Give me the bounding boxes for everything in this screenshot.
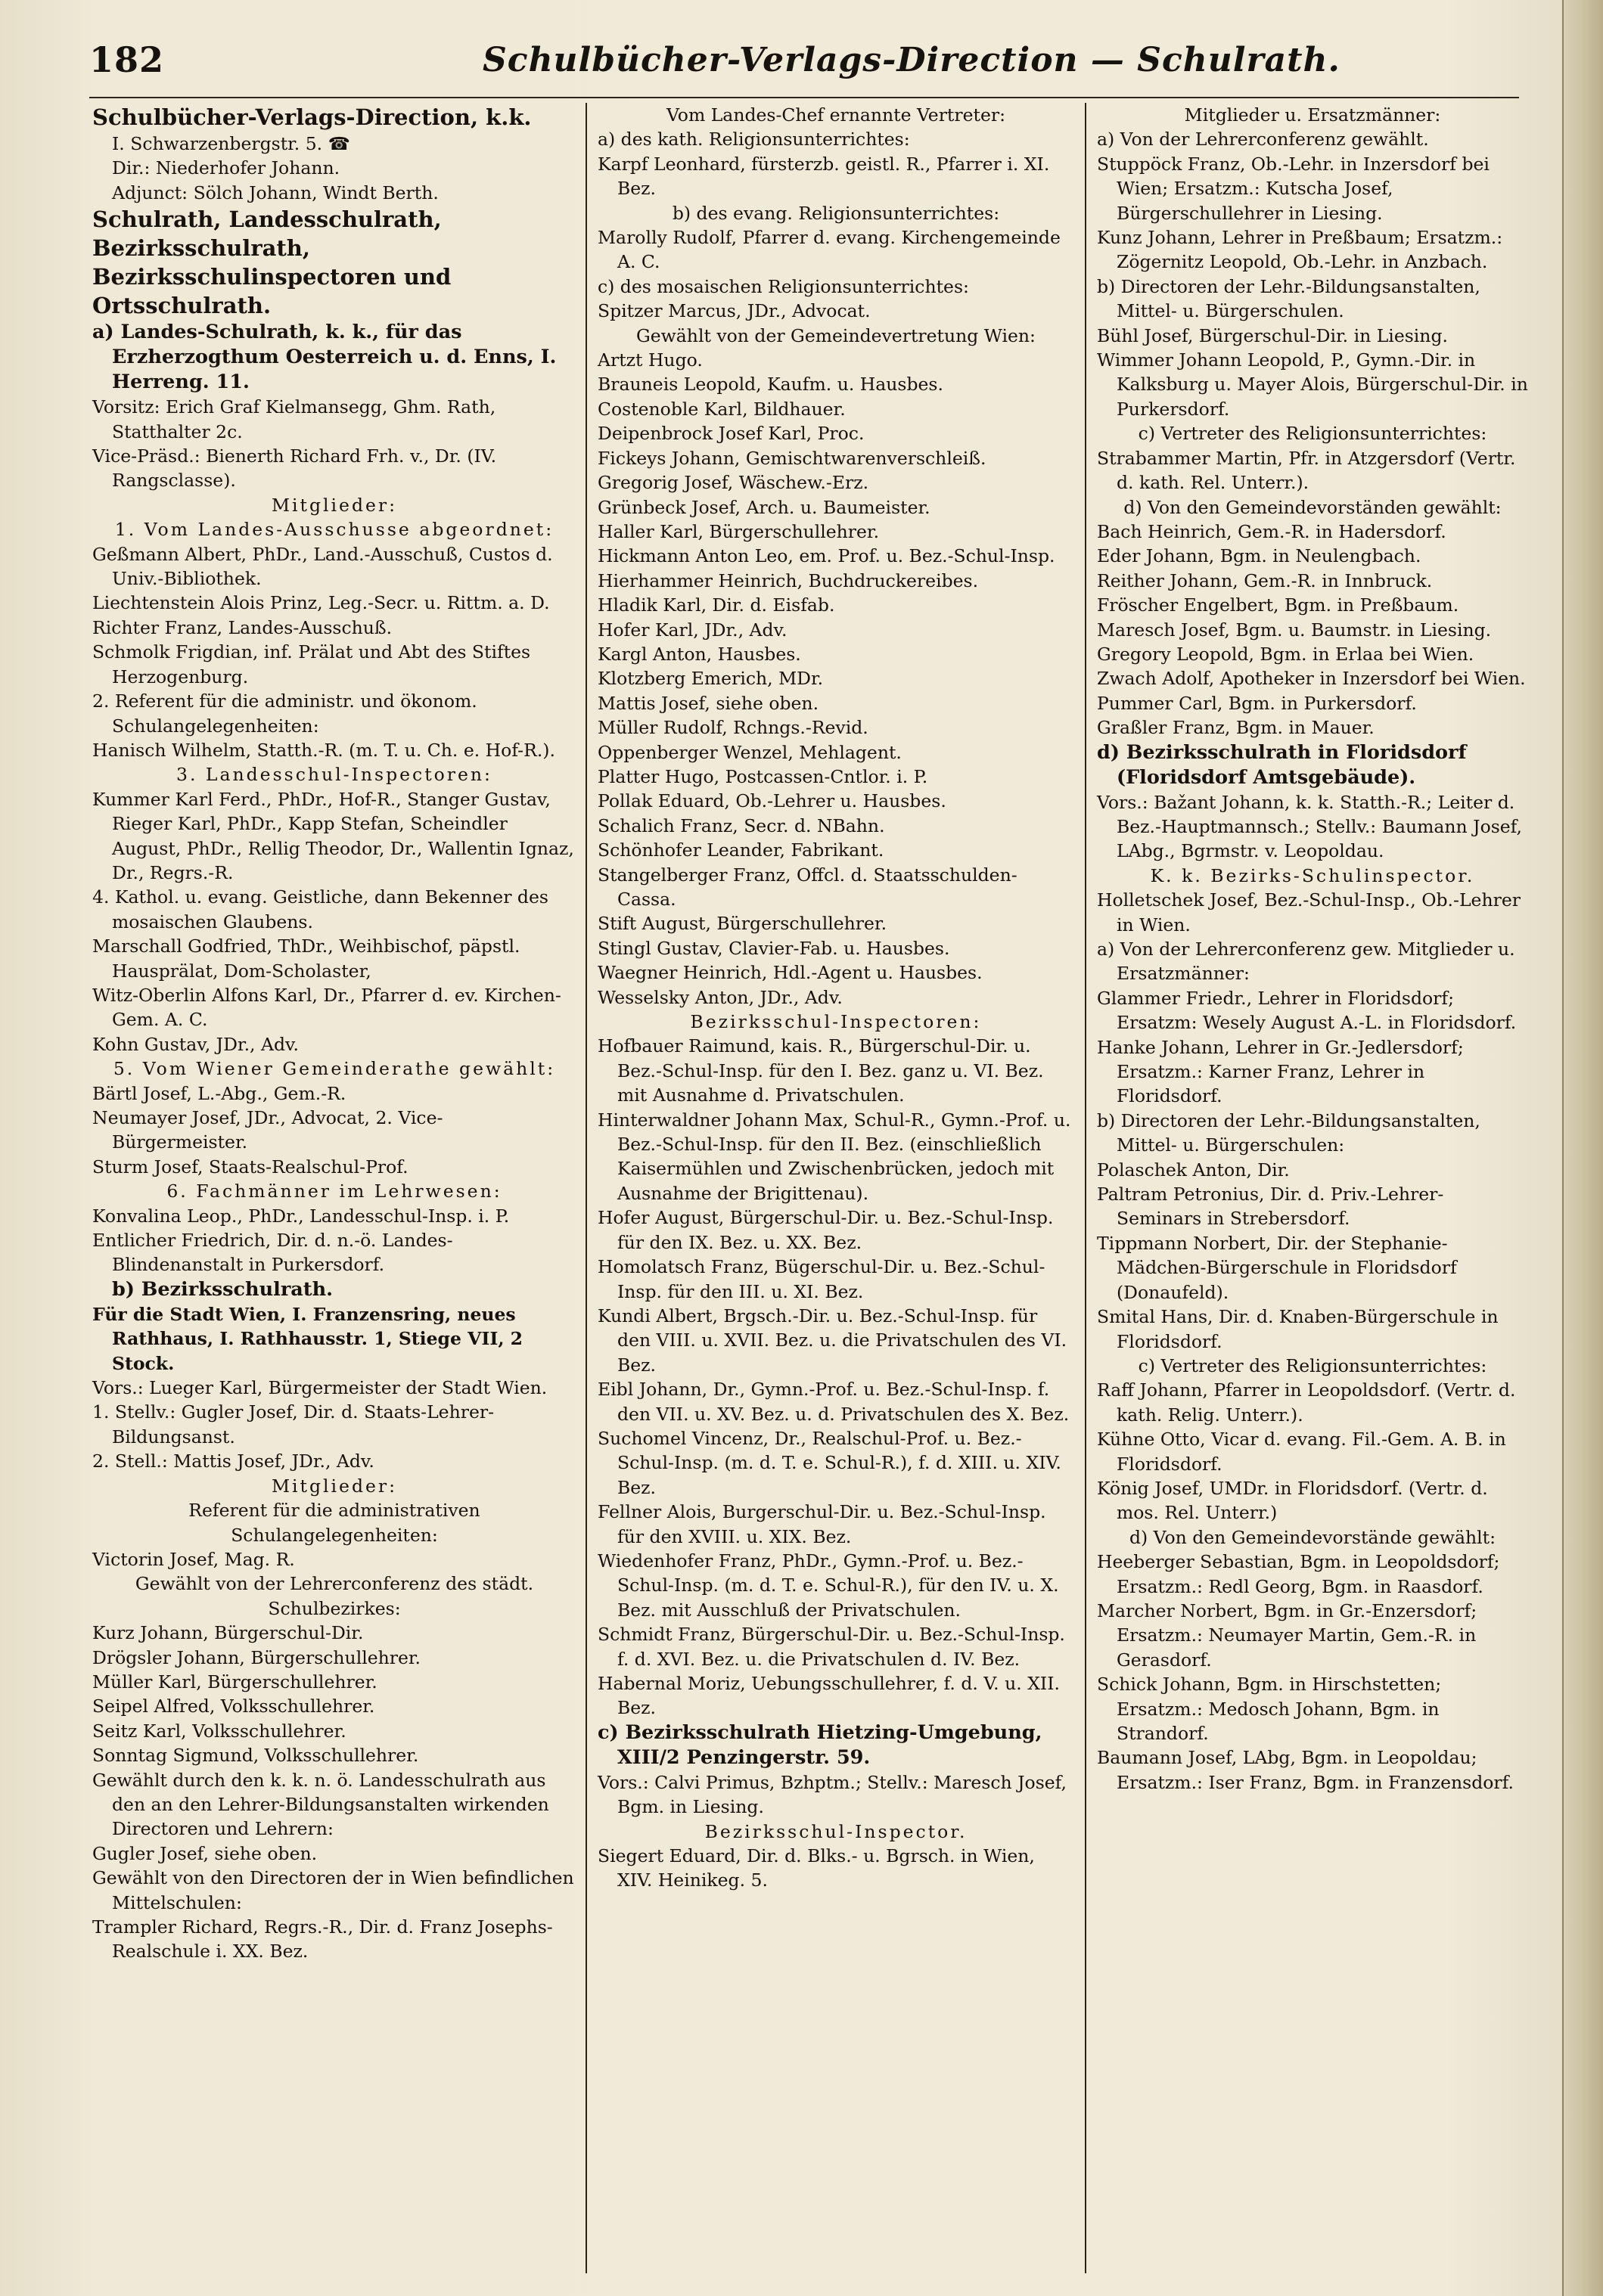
entry-line: Fröscher Engelbert, Bgm. in Preßbaum.: [1097, 594, 1459, 616]
entry-line: Stingl Gustav, Clavier-Fab. u. Hausbes.: [598, 937, 950, 959]
entry-line: Sturm Josef, Staats-Realschul-Prof.: [92, 1156, 409, 1177]
entry-line: Hofer August, Bürgerschul-Dir. u. Bez.-Schul-Insp. für den IX. Bez. u. XX. Bez.: [598, 1207, 1059, 1253]
entry-line: Mitglieder:: [271, 494, 398, 516]
entry-line: Schulrath, Landesschulrath, Bezirksschulrath, Bezirksschulinspectoren und Ortsschulrath.: [92, 206, 459, 319]
entry-line: Baumann Josef, LAbg, Bgm. in Leopoldau; Ersatzm.: Iser Franz, Bgm. in Franzensdorf.: [1097, 1747, 1514, 1793]
entry-line: Konvalina Leop., PhDr., Landesschul-Insp. i. P.: [92, 1205, 510, 1227]
entry-line: Platter Hugo, Postcassen-Cntlor. i. P.: [598, 765, 928, 787]
entry-line: Wiedenhofer Franz, PhDr., Gymn.-Prof. u. Bez.-Schul-Insp. (m. d. T. e. Schul-R.), für den IV. u. X. Bez. mit Ausschluß der Privatschulen.: [598, 1550, 1065, 1621]
entry-line: Grünbeck Josef, Arch. u. Baumeister.: [598, 496, 930, 518]
entry-line: 2. Stell.: Mattis Josef, JDr., Adv.: [92, 1451, 374, 1472]
running-header: [89, 39, 1340, 92]
entry-line: Mattis Josef, siehe oben.: [598, 692, 819, 714]
entry-line: Homolatsch Franz, Bügerschul-Dir. u. Bez.-Schul-Insp. für den III. u. XI. Bez.: [598, 1256, 1045, 1302]
entry-line: Eder Johann, Bgm. in Neulengbach.: [1097, 545, 1421, 567]
entry-line: I. Schwarzenbergstr. 5. ☎: [112, 133, 350, 154]
entry-line: 3. Landesschul-Inspectoren:: [176, 764, 492, 786]
entry-line: Wimmer Johann Leopold, P., Gymn.-Dir. in Kalksburg u. Mayer Alois, Bürgerschul-Dir. in Purkersdorf.: [1097, 349, 1534, 420]
entry-line: Graßler Franz, Bgm. in Mauer.: [1097, 717, 1375, 739]
entry-line: Hofer Karl, JDr., Adv.: [598, 619, 788, 641]
entry-line: b) Directoren der Lehr.-Bildungsanstalten, Mittel- u. Bürgerschulen:: [1097, 1109, 1487, 1156]
entry-line: Hanisch Wilhelm, Statth.-R. (m. T. u. Ch. e. Hof-R.).: [92, 739, 555, 761]
entry-line: 1. Vom Landes-Ausschusse abgeordnet:: [114, 519, 555, 541]
entry-line: a) des kath. Religionsunterrichtes:: [598, 129, 910, 150]
entry-line: Spitzer Marcus, JDr., Advocat.: [598, 300, 871, 322]
entry-line: Seitz Karl, Volksschullehrer.: [92, 1720, 346, 1742]
entry-line: c) Vertreter des Religionsunterrichtes:: [1138, 423, 1487, 445]
entry-line: Geßmann Albert, PhDr., Land.-Ausschuß, Custos d. Univ.-Bibliothek.: [92, 543, 559, 590]
entry-line: a) Von der Lehrerconferenz gew. Mitglieder u. Ersatzmänner:: [1097, 939, 1521, 985]
entry-line: Siegert Eduard, Dir. d. Blks.- u. Bgrsch. in Wien, XIV. Heinikeg. 5.: [598, 1845, 1041, 1891]
entry-line: Kühne Otto, Vicar d. evang. Fil.-Gem. A. B. in Floridsdorf.: [1097, 1429, 1512, 1475]
entry-line: Holletschek Josef, Bez.-Schul-Insp., Ob.-Lehrer in Wien.: [1097, 889, 1527, 935]
column-left: [92, 103, 580, 2266]
entry-line: Schmidt Franz, Bürgerschul-Dir. u. Bez.-Schul-Insp. f. d. XVI. Bez. u. die Privatschulen d. IV. Bez.: [598, 1624, 1071, 1670]
entry-line: Gregorig Josef, Wäschew.-Erz.: [598, 472, 869, 494]
entry-line: Bühl Josef, Bürgerschul-Dir. in Liesing.: [1097, 324, 1448, 346]
entry-line: Strabammer Martin, Pfr. in Atzgersdorf (Vertr. d. kath. Rel. Unterr.).: [1097, 447, 1521, 494]
entry-line: Kurz Johann, Bürgerschul-Dir.: [92, 1622, 364, 1644]
entry-line: Sonntag Sigmund, Volksschullehrer.: [92, 1745, 419, 1767]
entry-line: Hickmann Anton Leo, em. Prof. u. Bez.-Schul-Insp.: [598, 545, 1055, 567]
entry-line: Schmolk Frigdian, inf. Prälat und Abt des Stiftes Herzogenburg.: [92, 641, 536, 687]
entry-line: K. k. Bezirks-Schulinspector.: [1150, 864, 1475, 886]
entry-line: Gewählt von den Directoren der in Wien befindlichen Mittelschulen:: [92, 1867, 580, 1913]
entry-line: Hofbauer Raimund, kais. R., Bürgerschul-Dir. u. Bez.-Schul-Insp. für den I. Bez. ganz u. VI. Bez. mit Ausnahme d. Privatschulen.: [598, 1035, 1050, 1106]
entry-line: c) Vertreter des Religionsunterrichtes:: [1138, 1354, 1487, 1376]
entry-line: b) Directoren der Lehr.-Bildungsanstalten, Mittel- u. Bürgerschulen.: [1097, 275, 1487, 322]
entry-line: Polaschek Anton, Dir.: [1097, 1159, 1290, 1181]
column-right: [1097, 103, 1534, 2266]
entry-line: Victorin Josef, Mag. R.: [92, 1548, 295, 1570]
entry-line: d) Von den Gemeindevorständen gewählt:: [1123, 496, 1502, 518]
entry-line: Fellner Alois, Burgerschul-Dir. u. Bez.-Schul-Insp. für den XVIII. u. XIX. Bez.: [598, 1501, 1052, 1547]
entry-line: Vorsitz: Erich Graf Kielmansegg, Ghm. Rath, Statthalter 2c.: [92, 396, 502, 442]
entry-line: 5. Vom Wiener Gemeinderathe gewählt:: [113, 1058, 556, 1080]
page-number: 182: [89, 39, 165, 80]
entry-line: Maresch Josef, Bgm. u. Baumstr. in Liesing.: [1097, 619, 1492, 641]
entry-line: 2. Referent für die administr. und ökonom. Schulangelegenheiten:: [92, 690, 483, 737]
entry-line: Vors.: Calvi Primus, Bzhptm.; Stellv.: Maresch Josef, Bgm. in Liesing.: [598, 1771, 1073, 1818]
entry-line: Hanke Johann, Lehrer in Gr.-Jedlersdorf; Ersatzm.: Karner Franz, Lehrer in Floridsdorf.: [1097, 1036, 1470, 1107]
entry-line: Stangelberger Franz, Offcl. d. Staatsschulden-Cassa.: [598, 864, 1017, 910]
entry-line: a) Von der Lehrerconferenz gewählt.: [1097, 129, 1429, 150]
entry-line: 4. Kathol. u. evang. Geistliche, dann Bekenner des mosaischen Glaubens.: [92, 886, 555, 932]
entry-line: Schönhofer Leander, Fabrikant.: [598, 839, 884, 861]
header-rule: [89, 97, 1519, 98]
entry-line: Vice-Präsd.: Bienerth Richard Frh. v., Dr. (IV. Rangsclasse).: [92, 445, 502, 492]
entry-line: Bezirksschul-Inspectoren:: [690, 1011, 982, 1033]
entry-line: Hierhammer Heinrich, Buchdruckereibes.: [598, 569, 979, 591]
entry-line: Liechtenstein Alois Prinz, Leg.-Secr. u. Rittm. a. D.: [92, 592, 550, 614]
entry-line: Kundi Albert, Brgsch.-Dir. u. Bez.-Schul-Insp. für den VIII. u. XVII. Bez. u. die Privatschulen des VI. Bez.: [598, 1305, 1073, 1376]
entry-line: Eibl Johann, Dr., Gymn.-Prof. u. Bez.-Schul-Insp. f. den VII. u. XV. Bez. u. d. Privatschulen des X. Bez.: [598, 1379, 1070, 1425]
entry-line: Bärtl Josef, L.-Abg., Gem.-R.: [92, 1082, 346, 1104]
entry-line: Müller Rudolf, Rchngs.-Revid.: [598, 717, 868, 739]
entry-line: König Josef, UMDr. in Floridsdorf. (Vertr. d. mos. Rel. Unterr.): [1097, 1477, 1494, 1524]
entry-line: Waegner Heinrich, Hdl.-Agent u. Hausbes.: [598, 962, 983, 984]
entry-line: Mitglieder u. Ersatzmänner:: [1184, 104, 1441, 126]
column-divider: [586, 103, 587, 2273]
entry-line: c) Bezirksschulrath Hietzing-Umgebung, XIII/2 Penzingerstr. 59.: [598, 1720, 1049, 1769]
entry-line: Karpf Leonhard, fürsterzb. geistl. R., Pfarrer i. XI. Bez.: [598, 153, 1055, 200]
entry-line: Müller Karl, Bürgerschullehrer.: [92, 1671, 377, 1693]
entry-line: Costenoble Karl, Bildhauer.: [598, 398, 846, 420]
entry-line: Seipel Alfred, Volksschullehrer.: [92, 1696, 375, 1717]
entry-line: a) Landes-Schulrath, k. k., für das Erzherzogthum Oesterreich u. d. Enns, I. Herreng. 11.: [92, 321, 564, 394]
entry-line: Vors.: Lueger Karl, Bürgermeister der Stadt Wien.: [92, 1377, 548, 1399]
entry-line: Wesselsky Anton, JDr., Adv.: [598, 986, 843, 1008]
entry-line: Gewählt von der Gemeindevertretung Wien:: [636, 324, 1036, 346]
entry-line: Pummer Carl, Bgm. in Purkersdorf.: [1097, 692, 1417, 714]
entry-line: Für die Stadt Wien, I. Franzensring, neues Rathhaus, I. Rathhausstr. 1, Stiege VII, 2 Stock.: [92, 1303, 530, 1374]
entry-line: Deipenbrock Josef Karl, Proc.: [598, 423, 865, 445]
entry-line: Bezirksschul-Inspector.: [704, 1820, 968, 1842]
entry-line: Marolly Rudolf, Pfarrer d. evang. Kirchengemeinde A. C.: [598, 227, 1067, 273]
entry-line: Dir.: Niederhofer Johann.: [112, 157, 340, 179]
entry-line: d) Von den Gemeindevorstände gewählt:: [1129, 1526, 1496, 1548]
entry-line: Adjunct: Sölch Johann, Windt Berth.: [112, 182, 439, 203]
entry-line: Neumayer Josef, JDr., Advocat, 2. Vice-Bürgermeister.: [92, 1107, 443, 1153]
entry-line: Smital Hans, Dir. d. Knaben-Bürgerschule in Floridsdorf.: [1097, 1306, 1504, 1352]
entry-line: Hladik Karl, Dir. d. Eisfab.: [598, 594, 835, 616]
column-divider: [1085, 103, 1086, 2273]
entry-line: 6. Fachmänner im Lehrwesen:: [166, 1181, 502, 1202]
entry-line: Kunz Johann, Lehrer in Preßbaum; Ersatzm.: Zögernitz Leopold, Ob.-Lehr. in Anzbach.: [1097, 227, 1508, 273]
entry-line: Vors.: Bažant Johann, k. k. Statth.-R.; Leiter d. Bez.-Hauptmannsch.; Stellv.: Baumann Josef, LAbg., Bgrmstr. v. Leopoldau.: [1097, 791, 1528, 862]
entry-line: Gewählt durch den k. k. n. ö. Landesschulrath aus den an den Lehrer-Bildungsanstalten wirkenden Directoren und Lehrern:: [92, 1769, 555, 1840]
column-middle: [598, 103, 1074, 2266]
entry-line: Hinterwaldner Johann Max, Schul-R., Gymn.-Prof. u. Bez.-Schul-Insp. für den II. Bez. (einschließlich Kaisermühlen und Zwischenbrücken, jedoch mit Ausnahme der Brigittenau).: [598, 1109, 1076, 1204]
entry-line: d) Bezirksschulrath in Floridsdorf (Floridsdorf Amtsgebäude).: [1097, 740, 1474, 789]
entry-line: b) Bezirksschulrath.: [112, 1277, 333, 1301]
entry-line: Marschall Godfried, ThDr., Weihbischof, päpstl. Hausprälat, Dom-Scholaster,: [92, 935, 526, 982]
entry-line: Zwach Adolf, Apotheker in Inzersdorf bei Wien.: [1097, 668, 1526, 690]
entry-line: Paltram Petronius, Dir. d. Priv.-Lehrer-Seminars in Strebersdorf.: [1097, 1184, 1444, 1230]
entry-line: Gewählt von der Lehrerconferenz des städt. Schulbezirkes:: [135, 1573, 539, 1619]
entry-line: Mitglieder:: [271, 1475, 398, 1497]
entry-line: Kohn Gustav, JDr., Adv.: [92, 1033, 299, 1055]
entry-line: Marcher Norbert, Bgm. in Gr.-Enzersdorf; Ersatzm.: Neumayer Martin, Gem.-R. in Gerasdorf.: [1097, 1599, 1483, 1671]
running-title: Schulbücher-Verlags-Direction — Schulrath.: [483, 41, 1340, 79]
entry-line: Vom Landes-Chef ernannte Vertreter:: [666, 104, 1006, 126]
entry-line: Referent für die administrativen Schulangelegenheiten:: [188, 1500, 486, 1546]
entry-line: Kargl Anton, Hausbes.: [598, 643, 801, 665]
entry-line: Schulbücher-Verlags-Direction, k.k.: [92, 104, 532, 130]
entry-line: Haller Karl, Bürgerschullehrer.: [598, 520, 880, 542]
entry-line: Habernal Moriz, Uebungsschullehrer, f. d. V. u. XII. Bez.: [598, 1673, 1066, 1719]
entry-line: Fickeys Johann, Gemischtwarenverschleiß.: [598, 447, 986, 469]
entry-line: Stuppöck Franz, Ob.-Lehr. in Inzersdorf bei Wien; Ersatzm.: Kutscha Josef, Bürgerschullehrer in Liesing.: [1097, 153, 1496, 224]
entry-line: Glammer Friedr., Lehrer in Floridsdorf; Ersatzm: Wesely August A.-L. in Floridsdorf.: [1097, 987, 1517, 1034]
entry-line: c) des mosaischen Religionsunterrichtes:: [598, 275, 969, 297]
entry-line: Schalich Franz, Secr. d. NBahn.: [598, 814, 885, 836]
page-edge: [1562, 0, 1603, 2296]
entry-line: Schick Johann, Bgm. in Hirschstetten; Ersatzm.: Medosch Johann, Bgm. in Strandorf.: [1097, 1674, 1447, 1744]
entry-line: Trampler Richard, Regrs.-R., Dir. d. Franz Josephs-Realschule i. XX. Bez.: [92, 1916, 553, 1962]
entry-line: 1. Stellv.: Gugler Josef, Dir. d. Staats-Lehrer-Bildungsanst.: [92, 1401, 495, 1447]
entry-line: Entlicher Friedrich, Dir. d. n.-ö. Landes-Blindenanstalt in Purkersdorf.: [92, 1230, 453, 1276]
entry-line: Tippmann Norbert, Dir. der Stephanie-Mädchen-Bürgerschule in Floridsdorf (Donaufeld).: [1097, 1232, 1463, 1303]
entry-line: Gugler Josef, siehe oben.: [92, 1842, 318, 1864]
entry-line: Brauneis Leopold, Kaufm. u. Hausbes.: [598, 374, 943, 396]
entry-line: Kummer Karl Ferd., PhDr., Hof-R., Stanger Gustav, Rieger Karl, PhDr., Kapp Stefan, Scheindler August, PhDr., Rellig Theodor, Dr., Wallentin Ignaz, Dr., Regrs.-R.: [92, 788, 580, 883]
entry-line: Oppenberger Wenzel, Mehlagent.: [598, 741, 902, 763]
entry-line: Witz-Oberlin Alfons Karl, Dr., Pfarrer d. ev. Kirchen-Gem. A. C.: [92, 984, 561, 1031]
entry-line: Bach Heinrich, Gem.-R. in Hadersdorf.: [1097, 520, 1446, 542]
entry-line: Drögsler Johann, Bürgerschullehrer.: [92, 1646, 421, 1668]
entry-line: Pollak Eduard, Ob.-Lehrer u. Hausbes.: [598, 790, 946, 812]
entry-line: Reither Johann, Gem.-R. in Innbruck.: [1097, 569, 1433, 591]
entry-line: Raff Johann, Pfarrer in Leopoldsdorf. (Vertr. d. kath. Relig. Unterr.).: [1097, 1379, 1521, 1426]
entry-line: b) des evang. Religionsunterrichtes:: [672, 202, 1000, 224]
entry-line: Gregory Leopold, Bgm. in Erlaa bei Wien.: [1097, 643, 1474, 665]
entry-line: Stift August, Bürgerschullehrer.: [598, 913, 887, 935]
entry-line: Heeberger Sebastian, Bgm. in Leopoldsdorf; Ersatzm.: Redl Georg, Bgm. in Raasdorf.: [1097, 1551, 1505, 1597]
entry-line: Klotzberg Emerich, MDr.: [598, 668, 824, 690]
entry-line: Artzt Hugo.: [598, 349, 703, 371]
entry-line: Suchomel Vincenz, Dr., Realschul-Prof. u. Bez.-Schul-Insp. (m. d. T. e. Schul-R.), f. d. XIII. u. XIV. Bez.: [598, 1427, 1067, 1498]
entry-line: Richter Franz, Landes-Ausschuß.: [92, 616, 393, 638]
